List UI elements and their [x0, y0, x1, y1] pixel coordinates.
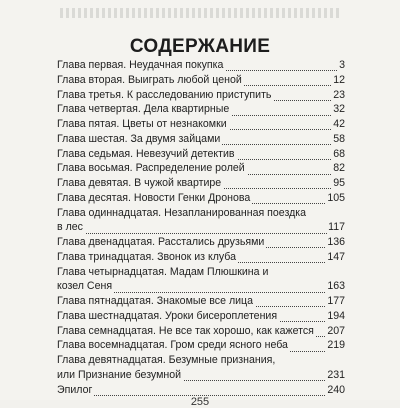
- toc-heading: СОДЕРЖАНИЕ: [129, 36, 271, 57]
- toc-entry-page: 177: [327, 295, 345, 307]
- toc-entry-page: 95: [333, 177, 345, 189]
- toc-entry: [57, 338, 345, 353]
- toc-entry-page: 240: [327, 383, 345, 396]
- toc-entry-page: 23: [333, 88, 345, 101]
- toc-entry: [57, 147, 345, 162]
- page-number: 255: [190, 396, 210, 408]
- toc-entry-title: Глава одиннадцатая. Незапланированная поездка: [57, 206, 307, 219]
- toc-entry-title: Глава девятая. В чужой квартире: [57, 177, 222, 189]
- toc-entry-page: 163: [327, 280, 345, 293]
- toc-entry-title: Глава тринадцатая. Звонок из клуба: [57, 250, 237, 263]
- toc-entry-page: 207: [327, 324, 345, 337]
- toc-entry-title: Глава шестнадцатая. Уроки бисероплетения: [57, 309, 278, 322]
- toc-entry-title: Глава семнадцатая. Не все так хорошо, как кажется: [57, 324, 314, 337]
- toc-entry-page: 219: [327, 339, 345, 352]
- toc-entry: [57, 102, 345, 117]
- toc-entry-title: Глава третья. К расследованию приступить: [57, 88, 272, 101]
- show-through-text: [60, 8, 340, 18]
- toc-entry-title: Глава четырнадцатая. Мадам Плюшкина и: [57, 265, 269, 278]
- toc-entry: [57, 191, 345, 206]
- toc-entry-page: 147: [327, 250, 345, 263]
- toc-entry: [57, 235, 345, 250]
- toc-entry-page: 58: [333, 132, 345, 145]
- toc-entry-title: Глава девятнадцатая. Безумные признания,: [57, 354, 276, 366]
- toc-entry-title: Глава десятая. Новости Генки Дронова: [57, 191, 251, 204]
- toc-entry-page: 42: [333, 118, 345, 130]
- toc-entry-title: Глава четвертая. Дела квартирные: [57, 103, 230, 116]
- toc-entry-page: 117: [328, 221, 345, 234]
- toc-entry-title: Глава первая. Неудачная покупка: [57, 59, 224, 71]
- toc-entry: [57, 161, 345, 176]
- toc-entry-title: Глава пятая. Цветы от незнакомки: [57, 118, 227, 130]
- toc-entry-title: Глава пятнадцатая. Знакомые все лица: [57, 295, 253, 307]
- toc-entry: [57, 353, 345, 368]
- toc-entry: [57, 309, 345, 324]
- toc-entry-page: 82: [333, 162, 345, 175]
- toc-entry-title: Глава двенадцатая. Расстались друзьями: [57, 236, 265, 248]
- toc-entry: [57, 279, 345, 294]
- toc-entry-title: козел Сеня: [57, 280, 113, 293]
- toc-entry-title: Глава восьмая. Распределение ролей: [57, 162, 245, 175]
- toc-entry: [57, 58, 345, 73]
- toc-entry-title: Глава шестая. За двумя зайцами: [57, 132, 221, 145]
- toc-entry: [57, 206, 345, 221]
- toc-entry: [57, 324, 345, 339]
- toc-entry: [57, 88, 345, 103]
- table-of-contents: [57, 58, 345, 397]
- toc-entry: [57, 176, 345, 191]
- toc-entry-page: 32: [333, 103, 345, 116]
- toc-entry-page: 3: [339, 59, 345, 71]
- toc-entry: [57, 220, 345, 235]
- toc-entry-page: 231: [327, 368, 345, 381]
- toc-entry-title: Глава восемнадцатая. Гром среди ясного неба: [57, 339, 288, 352]
- toc-entry-page: 136: [327, 236, 345, 248]
- toc-entry-title: Глава седьмая. Невезучий детектив: [57, 147, 235, 160]
- toc-entry-title: в лес: [57, 221, 83, 234]
- toc-entry-title: Глава вторая. Выиграть любой ценой: [57, 73, 242, 86]
- toc-entry: [57, 294, 345, 309]
- toc-entry-title: Эпилог: [57, 383, 93, 396]
- toc-entry-page: 194: [327, 309, 345, 322]
- toc-entry: [57, 265, 345, 280]
- toc-entry-page: 68: [333, 147, 345, 160]
- toc-entry: [57, 117, 345, 132]
- toc-entry-page: 105: [327, 191, 345, 204]
- toc-entry: [57, 73, 345, 88]
- toc-entry: [57, 132, 345, 147]
- toc-entry: [57, 368, 345, 383]
- toc-entry: [57, 250, 345, 265]
- toc-entry-page: 12: [333, 73, 345, 86]
- toc-entry-title: или Признание безумной: [57, 368, 182, 381]
